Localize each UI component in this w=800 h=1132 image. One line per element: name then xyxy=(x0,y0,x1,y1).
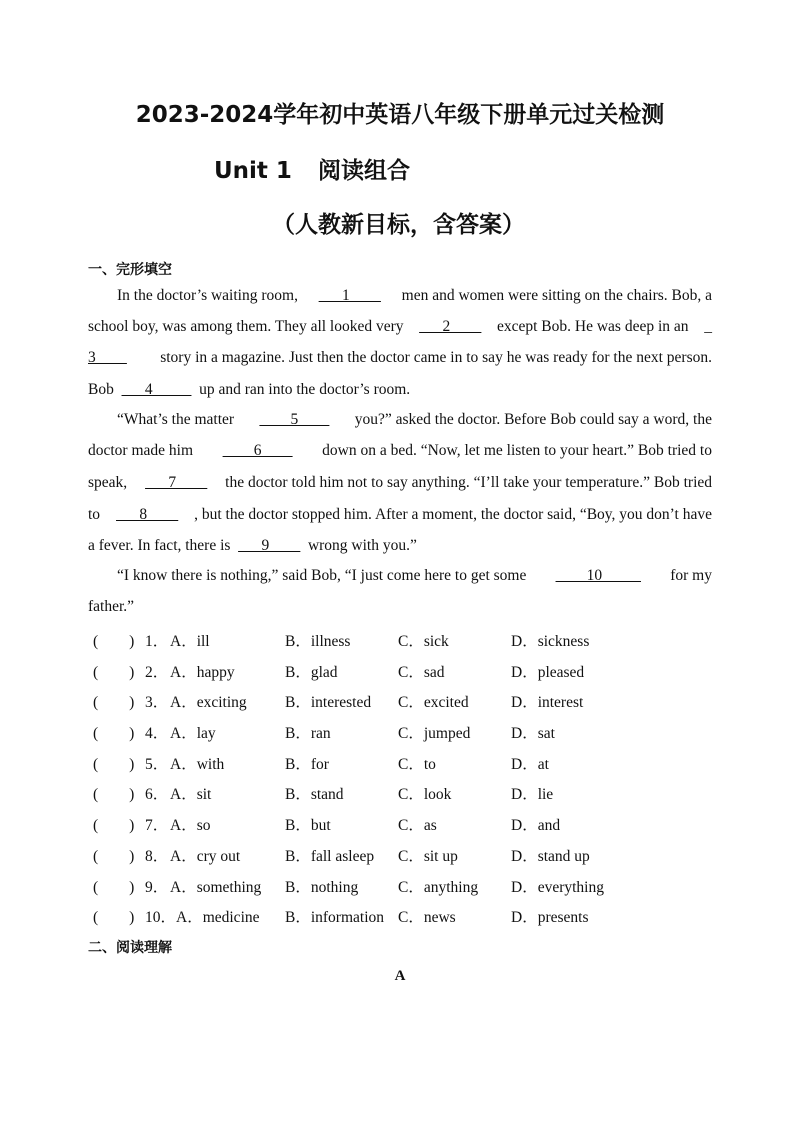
page-subtitle: （人教新目标，含答案） xyxy=(272,212,525,238)
passage-line-4: Bob ___4_____ up and ran into the doctor’s room. xyxy=(88,381,411,398)
passage-line-2: school boy, was among them. They all looked very ___2____ except Bob. He was deep in an _ xyxy=(88,318,712,335)
option-c[interactable]: C．look xyxy=(398,786,452,803)
unit-title xyxy=(214,152,410,185)
passage-line-6: doctor made him ____6____ down on a bed. “Now, let me listen to your heart.” Bob tried to xyxy=(88,442,712,459)
passage-label: A xyxy=(394,968,406,984)
answer-paren[interactable]: ( ) xyxy=(93,786,135,803)
page-title: 2023-2024学年初中英语八年级下册单元过关检测 xyxy=(135,102,665,128)
answer-blank-8[interactable]: ___8____ xyxy=(116,506,179,523)
option-a[interactable]: A．with xyxy=(170,756,225,773)
option-c[interactable]: C．sit up xyxy=(398,848,458,865)
question-number: 5． xyxy=(145,756,169,773)
answer-paren[interactable]: ( ) xyxy=(93,817,135,834)
option-b[interactable]: B．fall asleep xyxy=(285,848,375,865)
passage-line-8: to ___8____ , but the doctor stopped him. After a moment, the doctor said, “Boy, you don’t have xyxy=(88,506,712,523)
option-d[interactable]: D．and xyxy=(511,817,561,834)
answer-paren[interactable]: ( ) xyxy=(93,848,135,865)
answer-paren[interactable]: ( ) xyxy=(93,879,135,896)
option-c[interactable]: C．sick xyxy=(398,633,449,650)
option-a[interactable]: A．happy xyxy=(170,664,235,681)
option-a[interactable]: A．ill xyxy=(170,633,210,650)
option-a[interactable]: A．lay xyxy=(170,725,216,742)
option-c[interactable]: C．sad xyxy=(398,664,445,681)
question-number: 9． xyxy=(145,879,169,896)
passage-line-11: father.” xyxy=(88,598,135,615)
option-c[interactable]: C．news xyxy=(398,909,456,926)
section-heading-cloze: 一、完形填空 xyxy=(88,262,172,278)
option-b[interactable]: B．ran xyxy=(285,725,331,742)
option-d[interactable]: D．interest xyxy=(511,694,584,711)
answer-blank-7[interactable]: ___7____ xyxy=(145,474,208,491)
option-d[interactable]: D．at xyxy=(511,756,549,773)
option-b[interactable]: B．stand xyxy=(285,786,344,803)
question-number: 10． xyxy=(145,909,177,926)
answer-paren[interactable]: ( ) xyxy=(93,909,135,926)
answer-blank-4[interactable]: ___4_____ xyxy=(121,381,192,398)
answer-paren[interactable]: ( ) xyxy=(93,664,135,681)
option-b[interactable]: B．information xyxy=(285,909,385,926)
option-d[interactable]: D．stand up xyxy=(511,848,590,865)
option-c[interactable]: C．as xyxy=(398,817,437,834)
answer-blank-10[interactable]: ____10_____ xyxy=(555,567,641,584)
question-number: 7． xyxy=(145,817,169,834)
answer-blank-6[interactable]: ____6____ xyxy=(222,442,293,459)
passage-line-7: speak, ___7____ the doctor told him not to say anything. “I’ll take your temperature.” Bob tried xyxy=(88,474,712,491)
option-d[interactable]: D．pleased xyxy=(511,664,585,681)
question-number: 3． xyxy=(145,694,169,711)
option-a[interactable]: A．sit xyxy=(170,786,212,803)
passage-line-10: “I know there is nothing,” said Bob, “I just come here to get some ____10_____ for my xyxy=(117,567,712,584)
answer-paren[interactable]: ( ) xyxy=(93,633,135,650)
question-number: 2． xyxy=(145,664,169,681)
passage-line-1: In the doctor’s waiting room, ___1____ men and women were sitting on the chairs. Bob, a xyxy=(117,287,712,304)
option-a[interactable]: A．something xyxy=(170,879,262,896)
option-c[interactable]: C．anything xyxy=(398,879,479,896)
answer-blank-5[interactable]: ____5____ xyxy=(259,411,330,428)
option-d[interactable]: D．sickness xyxy=(511,633,590,650)
question-number: 1． xyxy=(145,633,169,650)
option-d[interactable]: D．sat xyxy=(511,725,555,742)
unit-topic: 阅读组合 xyxy=(317,158,410,184)
question-number: 8． xyxy=(145,848,169,865)
answer-blank-3[interactable]: 3____ xyxy=(88,349,127,366)
option-a[interactable]: A．so xyxy=(170,817,211,834)
answer-blank-9[interactable]: ___9____ xyxy=(238,537,301,554)
question-number: 4． xyxy=(145,725,169,742)
option-d[interactable]: D．presents xyxy=(511,909,589,926)
option-b[interactable]: B．for xyxy=(285,756,329,773)
option-b[interactable]: B．illness xyxy=(285,633,351,650)
answer-blank-1[interactable]: ___1____ xyxy=(318,287,381,304)
option-b[interactable]: B．interested xyxy=(285,694,372,711)
option-a[interactable]: A．exciting xyxy=(170,694,247,711)
option-c[interactable]: C．jumped xyxy=(398,725,471,742)
option-a[interactable]: A．cry out xyxy=(170,848,241,865)
option-d[interactable]: D．lie xyxy=(511,786,554,803)
option-b[interactable]: B．glad xyxy=(285,664,338,681)
passage-line-9: a fever. In fact, there is ___9____ wrong with you.” xyxy=(88,537,417,554)
option-b[interactable]: B．but xyxy=(285,817,331,834)
option-a[interactable]: A．medicine xyxy=(176,909,260,926)
question-number: 6． xyxy=(145,786,169,803)
option-b[interactable]: B．nothing xyxy=(285,879,359,896)
option-c[interactable]: C．to xyxy=(398,756,436,773)
option-d[interactable]: D．everything xyxy=(511,879,604,896)
passage-line-3: 3____ story in a magazine. Just then the doctor came in to say he was ready for the next person. xyxy=(88,349,712,366)
answer-blank-2[interactable]: ___2____ xyxy=(419,318,482,335)
option-c[interactable]: C．excited xyxy=(398,694,469,711)
section-heading-reading: 二、阅读理解 xyxy=(88,940,172,956)
unit-number: Unit 1 xyxy=(214,158,292,184)
answer-paren[interactable]: ( ) xyxy=(93,694,135,711)
answer-paren[interactable]: ( ) xyxy=(93,756,135,773)
passage-line-5: “What’s the matter ____5____ you?” asked the doctor. Before Bob could say a word, the xyxy=(117,411,712,428)
answer-paren[interactable]: ( ) xyxy=(93,725,135,742)
